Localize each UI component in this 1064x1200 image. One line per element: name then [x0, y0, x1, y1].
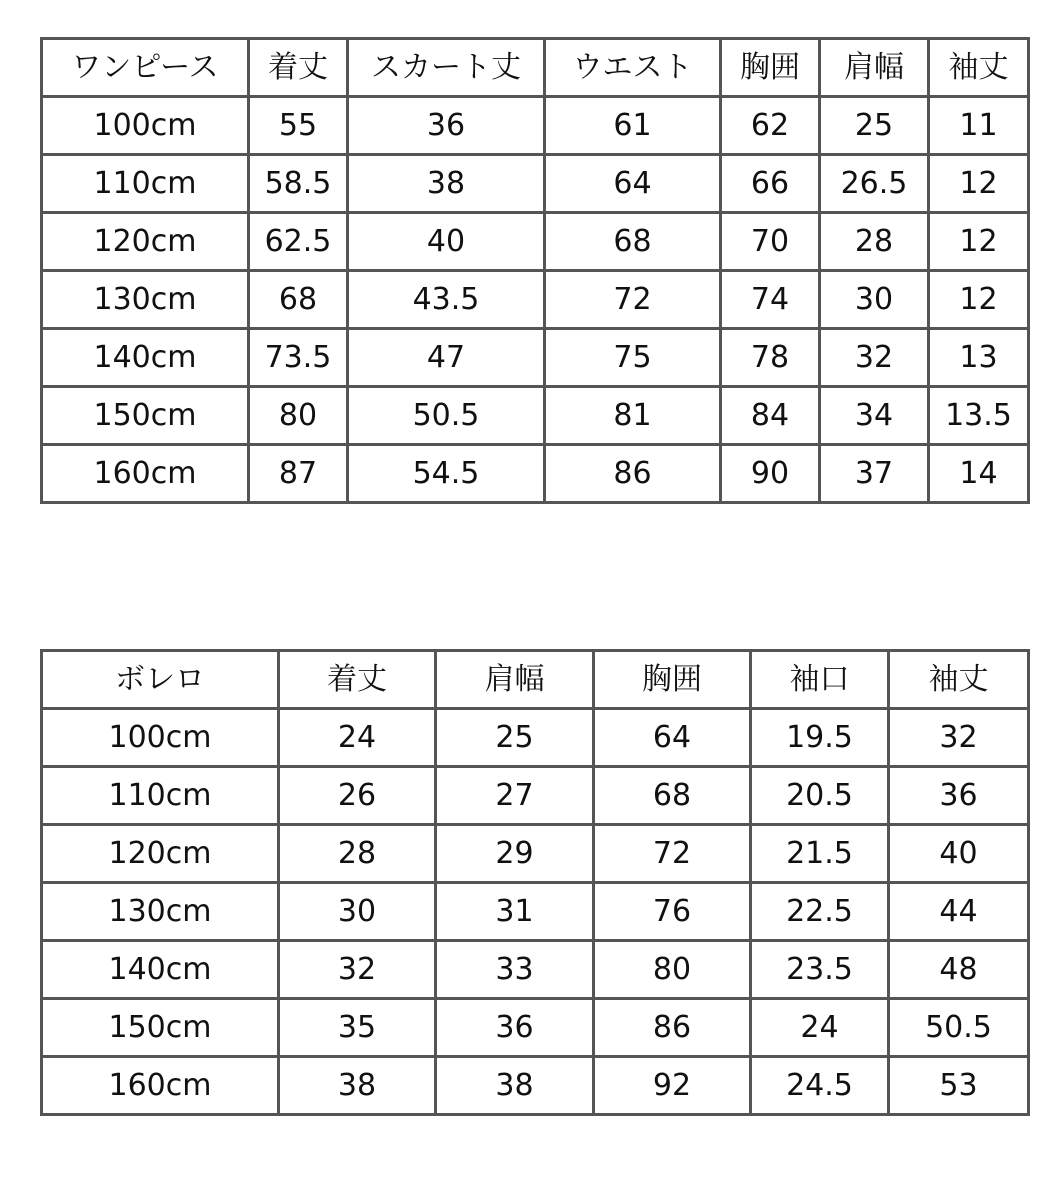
measurement-cell: 50.5 [348, 387, 545, 445]
measurement-cell: 36 [348, 97, 545, 155]
measurement-cell: 11 [929, 97, 1029, 155]
measurement-cell: 27 [436, 767, 594, 825]
measurement-cell: 80 [249, 387, 348, 445]
measurement-cell: 30 [279, 883, 436, 941]
measurement-cell: 48 [889, 941, 1029, 999]
measurement-cell: 75 [545, 329, 721, 387]
size-label-cell: 100cm [42, 709, 279, 767]
size-label-cell: 110cm [42, 767, 279, 825]
measurement-cell: 12 [929, 213, 1029, 271]
measurement-cell: 61 [545, 97, 721, 155]
header-cell: スカート丈 [348, 39, 545, 97]
measurement-cell: 68 [249, 271, 348, 329]
measurement-cell: 35 [279, 999, 436, 1057]
header-cell: 袖丈 [929, 39, 1029, 97]
measurement-cell: 24 [279, 709, 436, 767]
measurement-cell: 14 [929, 445, 1029, 503]
header-row [42, 39, 1029, 97]
size-label-cell: 150cm [42, 387, 249, 445]
table-row [42, 883, 1029, 941]
measurement-cell: 73.5 [249, 329, 348, 387]
measurement-cell: 38 [436, 1057, 594, 1115]
size-label-cell: 140cm [42, 329, 249, 387]
measurement-cell: 54.5 [348, 445, 545, 503]
measurement-cell: 44 [889, 883, 1029, 941]
header-cell: 着丈 [249, 39, 348, 97]
header-cell: 胸囲 [721, 39, 820, 97]
measurement-cell: 84 [721, 387, 820, 445]
table-row [42, 825, 1029, 883]
table-row [42, 329, 1029, 387]
measurement-cell: 62.5 [249, 213, 348, 271]
header-cell: 胸囲 [594, 651, 751, 709]
measurement-cell: 38 [279, 1057, 436, 1115]
measurement-cell: 80 [594, 941, 751, 999]
measurement-cell: 70 [721, 213, 820, 271]
measurement-cell: 28 [820, 213, 929, 271]
measurement-cell: 36 [436, 999, 594, 1057]
measurement-cell: 90 [721, 445, 820, 503]
header-row [42, 651, 1029, 709]
table-row [42, 213, 1029, 271]
measurement-cell: 12 [929, 155, 1029, 213]
header-cell: 着丈 [279, 651, 436, 709]
measurement-cell: 43.5 [348, 271, 545, 329]
header-cell: 肩幅 [436, 651, 594, 709]
measurement-cell: 24.5 [751, 1057, 889, 1115]
table-row [42, 941, 1029, 999]
measurement-cell: 32 [820, 329, 929, 387]
measurement-cell: 78 [721, 329, 820, 387]
measurement-cell: 81 [545, 387, 721, 445]
table-row [42, 999, 1029, 1057]
measurement-cell: 29 [436, 825, 594, 883]
table-row [42, 767, 1029, 825]
measurement-cell: 62 [721, 97, 820, 155]
size-label-cell: 110cm [42, 155, 249, 213]
table-row [42, 445, 1029, 503]
size-label-cell: 140cm [42, 941, 279, 999]
bolero-table-body [42, 709, 1029, 1115]
measurement-cell: 76 [594, 883, 751, 941]
measurement-cell: 32 [889, 709, 1029, 767]
measurement-cell: 36 [889, 767, 1029, 825]
measurement-cell: 64 [594, 709, 751, 767]
measurement-cell: 68 [594, 767, 751, 825]
measurement-cell: 23.5 [751, 941, 889, 999]
measurement-cell: 38 [348, 155, 545, 213]
measurement-cell: 25 [436, 709, 594, 767]
header-cell: 袖口 [751, 651, 889, 709]
measurement-cell: 86 [545, 445, 721, 503]
table-row [42, 709, 1029, 767]
table-row [42, 1057, 1029, 1115]
measurement-cell: 28 [279, 825, 436, 883]
measurement-cell: 37 [820, 445, 929, 503]
size-label-cell: 120cm [42, 825, 279, 883]
measurement-cell: 55 [249, 97, 348, 155]
measurement-cell: 86 [594, 999, 751, 1057]
measurement-cell: 72 [545, 271, 721, 329]
table-row [42, 97, 1029, 155]
measurement-cell: 40 [889, 825, 1029, 883]
onepiece-table-header [42, 39, 1029, 97]
measurement-cell: 22.5 [751, 883, 889, 941]
size-label-cell: 150cm [42, 999, 279, 1057]
measurement-cell: 66 [721, 155, 820, 213]
bolero-table-header [42, 651, 1029, 709]
size-label-cell: 130cm [42, 883, 279, 941]
measurement-cell: 40 [348, 213, 545, 271]
measurement-cell: 26.5 [820, 155, 929, 213]
size-label-cell: 130cm [42, 271, 249, 329]
measurement-cell: 24 [751, 999, 889, 1057]
measurement-cell: 92 [594, 1057, 751, 1115]
onepiece-size-table [40, 37, 1030, 504]
size-label-cell: 100cm [42, 97, 249, 155]
header-cell: ボレロ [42, 651, 279, 709]
size-label-cell: 160cm [42, 445, 249, 503]
size-label-cell: 120cm [42, 213, 249, 271]
header-cell: ワンピース [42, 39, 249, 97]
onepiece-table-body [42, 97, 1029, 503]
table-row [42, 387, 1029, 445]
measurement-cell: 87 [249, 445, 348, 503]
measurement-cell: 34 [820, 387, 929, 445]
measurement-cell: 47 [348, 329, 545, 387]
measurement-cell: 19.5 [751, 709, 889, 767]
measurement-cell: 50.5 [889, 999, 1029, 1057]
measurement-cell: 12 [929, 271, 1029, 329]
measurement-cell: 21.5 [751, 825, 889, 883]
size-label-cell: 160cm [42, 1057, 279, 1115]
measurement-cell: 58.5 [249, 155, 348, 213]
measurement-cell: 72 [594, 825, 751, 883]
measurement-cell: 25 [820, 97, 929, 155]
header-cell: 肩幅 [820, 39, 929, 97]
measurement-cell: 33 [436, 941, 594, 999]
bolero-size-table [40, 649, 1030, 1116]
measurement-cell: 30 [820, 271, 929, 329]
header-cell: ウエスト [545, 39, 721, 97]
measurement-cell: 74 [721, 271, 820, 329]
measurement-cell: 31 [436, 883, 594, 941]
measurement-cell: 64 [545, 155, 721, 213]
measurement-cell: 53 [889, 1057, 1029, 1115]
table-row [42, 155, 1029, 213]
table-row [42, 271, 1029, 329]
header-cell: 袖丈 [889, 651, 1029, 709]
measurement-cell: 32 [279, 941, 436, 999]
measurement-cell: 20.5 [751, 767, 889, 825]
measurement-cell: 13.5 [929, 387, 1029, 445]
measurement-cell: 26 [279, 767, 436, 825]
measurement-cell: 13 [929, 329, 1029, 387]
measurement-cell: 68 [545, 213, 721, 271]
